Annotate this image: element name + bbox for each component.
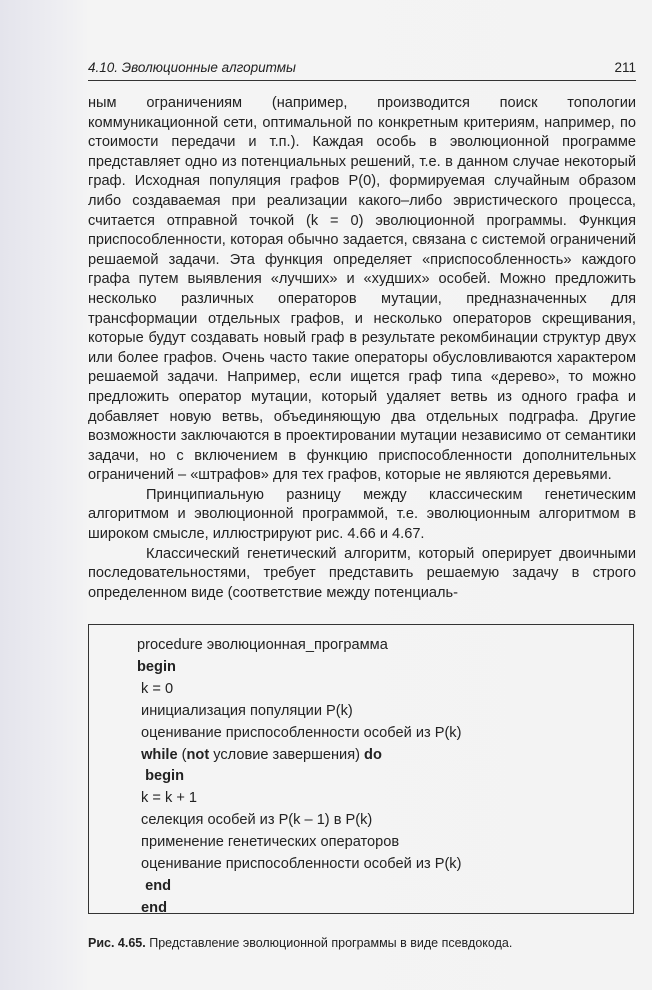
code-line-k-init [137,679,461,701]
paragraph-1: ным ограничениям (например, производится поиск топологии коммуникационной сети, оптимальной по конкретным критериям, например, по стоимости передачи и т.п.). Каждая особь в эволюционной программе представляет одно из потенциальных решений, т.е. в данном случае некоторый граф. Исходная популяция графов P(0), формируемая случайным образом либо создаваемая при реализации какого–либо эвристического процесса, считается отправной точкой (k = 0) эволюционной программы. Функция приспособленности, которая обычно задается, связана с системой ограничений решаемой задачи. Эта функция определяет «приспособленность» каждого графа путем выявления «лучших» и «худших» особей. Можно предложить несколько различных операторов мутации, предназначенных для трансформации отдельных графов, и несколько операторов скрещивания, которые будут создавать новый граф в результате рекомбинации структур двух или более графов. Очень часто такие операторы обусловливаются характером решаемой задачи. Например, если ищется граф типа «дерево», то можно предложить оператор мутации, который удаляет ветвь из одного графа и добавляет новую ветвь, объединяющую два отдельных подграфа. Другие возможности заключаются в проектировании мутации независимо от семантики задачи, но с включением в функцию приспособленности дополнительных ограничений – «штрафов» для тех графов, которые не являются деревьями. [88,95,636,484]
figure-caption-text: Представление эволюционной программы в виде псевдокода. [149,936,513,950]
body-text [88,94,636,603]
code-line-5: while (not условие завершения) do [141,746,382,763]
code-line-inner-end [137,876,461,898]
code-line-evaluate-2 [137,854,461,876]
pseudocode-box [88,624,634,914]
code-line-2: k = 0 [137,680,174,697]
code-line-1: begin [137,658,176,675]
code-line-0: procedure эволюционная_программа [137,637,388,653]
code-line-4: оценивание приспособленности особей из P(k) [137,724,462,741]
paragraph-3: Классический генетический алгоритм, который оперирует двоичными последовательностями, требует представить решаемую задачу в строго определенном виде (соответствие между потенциаль- [88,545,636,601]
code-line-3: инициализация популяции P(k) [137,702,353,719]
running-header [88,58,636,81]
code-line-10: оценивание приспособленности особей из P(k) [137,856,462,873]
code-line-11: end [137,877,172,894]
code-line-while [137,745,461,767]
code-line-8: селекция особей из P(k – 1) в P(k) [137,812,373,829]
code-line-evaluate-1 [137,723,461,745]
code-line-init-population [137,701,461,723]
code-line-selection [137,810,461,832]
code-line-begin [137,657,461,679]
section-title: 4.10. Эволюционные алгоритмы [88,60,296,75]
pseudocode-lines [137,635,461,920]
code-line-inner-begin [137,766,461,788]
code-line-end [137,898,461,920]
code-line-7: k = k + 1 [137,790,198,807]
code-line-procedure [137,635,461,657]
code-line-9: применение генетических операторов [137,834,400,851]
figure-caption [88,936,512,950]
code-line-k-increment [137,788,461,810]
code-line-6: begin [137,768,185,785]
figure-label: Рис. 4.65. [88,936,146,950]
code-line-operators [137,832,461,854]
page-number: 211 [614,60,636,75]
code-line-12: end [137,899,167,916]
paragraph-2: Принципиальную разницу между классическим генетическим алгоритмом и эволюционной программой, т.е. эволюционным алгоритмом в широком смысле, иллюстрируют рис. 4.66 и 4.67. [88,486,636,543]
